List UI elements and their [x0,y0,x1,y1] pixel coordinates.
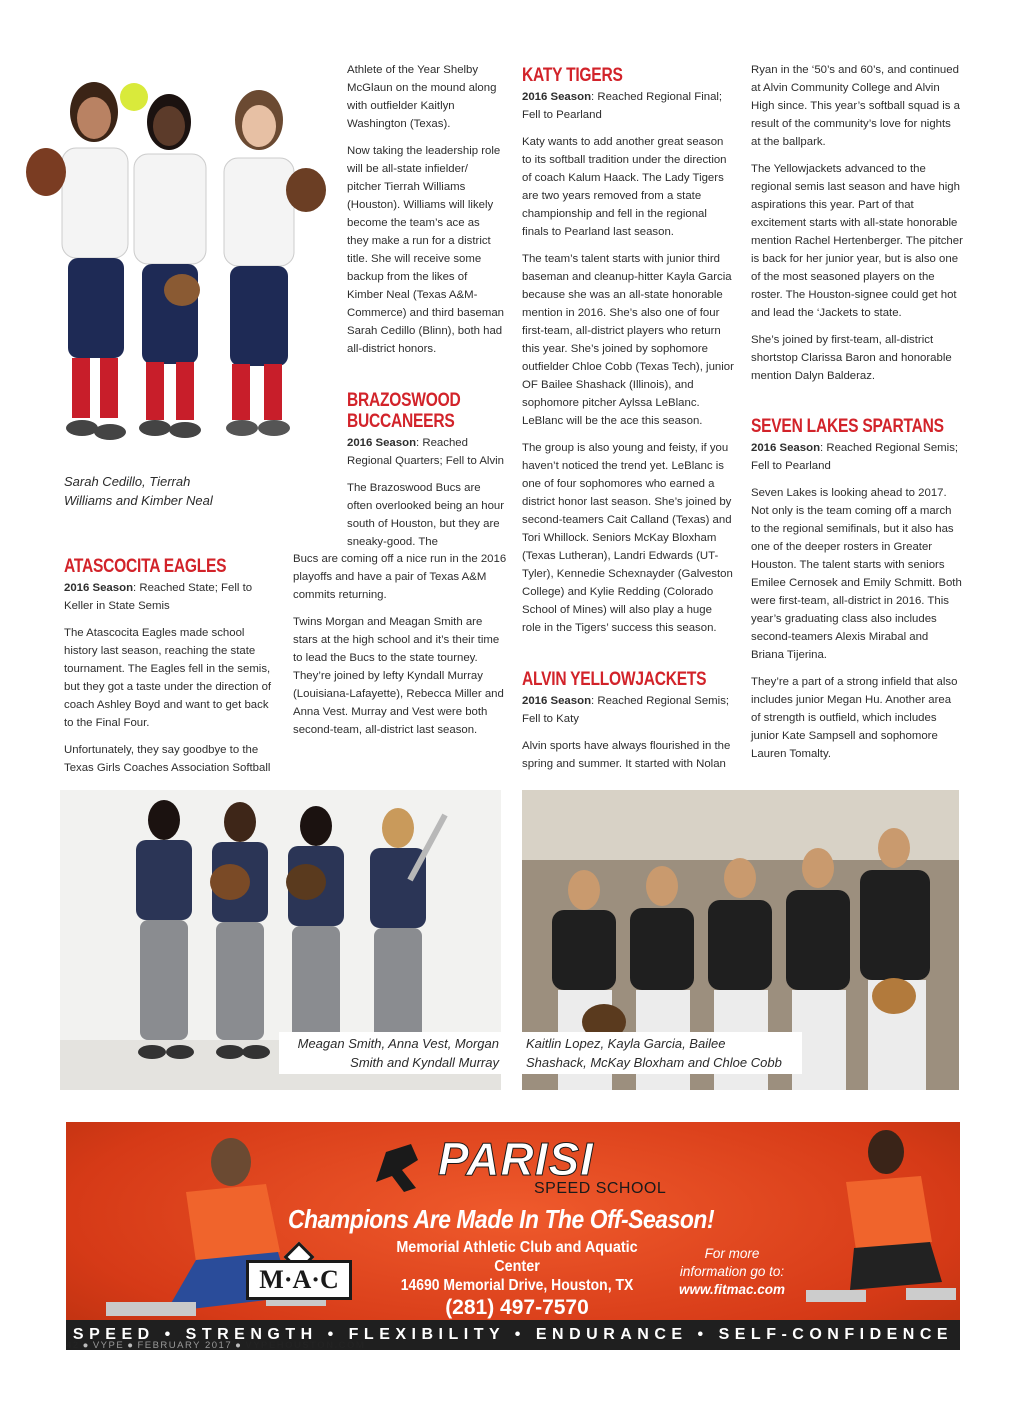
season-line [347,434,507,470]
katy-players-photo [522,790,959,1090]
brazoswood-section [347,390,507,551]
season-text: : Reached Regional Semis; Fell to Pearland [751,442,959,472]
season-label: 2016 Season [751,442,821,454]
paragraph: She’s joined by first-team, all-district shortstop Clarissa Baron and honorable mention Dalyn Balderaz. [751,334,952,382]
paragraph: The Atascocita Eagles made school history last season, reaching the state tournament. The Eagles fell in the semis, but they got a taste under the direction of coach Ashley Boyd and want to get back to the Final Four. [64,627,272,729]
section-heading: ATASCOCITA EAGLES [64,556,227,577]
info-line: For more [704,1246,760,1261]
section-heading: ALVIN YELLOWJACKETS [522,669,707,690]
season-text: : Reached Regional Quarters; Fell to Alvin [347,437,505,467]
caption-line: Smith and Kyndall Murray [350,1055,499,1070]
paragraph: The Yellowjackets advanced to the regional semis last season and have high aspirations this year. Part of that excitement starts with all-state honorable mention Rachel Hertenberger. The pitcher is back for her junior year, but is also one of the most seasoned players on the roster. The Houston-signee could get hot and lead the ‘Jackets to state. [751,163,963,319]
paragraph: Twins Morgan and Meagan Smith are stars at the high school and it’s their time to lead the Bucs to the state tourney. They’re joined by lefty Kyndall Murray (Louisiana-Lafayette), Rebecca Miller and Anna Vest. Murray and Vest were both second-team, all-district last season. [293,616,504,736]
col4-body [751,61,963,394]
col2-body [347,61,504,367]
caption-line: Meagan Smith, Anna Vest, Morgan [297,1036,499,1051]
parisi-advertisement[interactable] [66,1122,960,1350]
atascocita-players-photo [24,62,334,462]
atascocita-section [64,556,276,786]
season-label: 2016 Season [522,695,592,707]
katy-section [522,65,734,646]
paragraph: The group is also young and feisty, if you haven’t noticed the trend yet. LeBlanc is one of four sophomores who earned a district honor last season. She’s joined by second-teamers Cait Calland (Texas) and Tori Whillock. Seniors McKay Bloxham (Texas Lutheran), Landri Edwards (UT-Tyler), Kennedie Schexnayder (Galveston College) and Kylie Redding (Colorado School of Mines) will also play a huge role in the Tigers’ success this season. [522,442,733,634]
issue-date: FEBRUARY 2017 [137,1340,233,1351]
season-text: : Reached State; Fell to Keller in State Semis [64,582,253,612]
photo-caption-right [522,1032,802,1074]
article-body [64,624,276,777]
paragraph: They’re a part of a strong infield that also includes junior Megan Hu. Another area of strength is outfield, which includes junior Kate Sampsell and sophomore Lauren Tomalty. [751,676,958,760]
info-line: information go to: [679,1264,785,1279]
alvin-section [522,669,734,782]
magazine-name: VYPE [92,1340,125,1351]
seven-lakes-section [751,416,963,772]
ad-address [358,1238,676,1321]
paragraph: Seven Lakes is looking ahead to 2017. Not only is the team coming off a march to the regional semifinals, but it also has one of the deeper rosters in Greater Houston. The talent starts with seniors Emilee Cernosek and Emily Schmitt. Both were first-team, all-district in 2016. This year’s graduating class also includes second-teamers Alexis Mirabal and Briana Tijerina. [751,487,962,661]
caption-line: Kaitlin Lopez, Kayla Garcia, Bailee [526,1036,726,1051]
brazoswood-body-wide [293,550,507,748]
caption-line: Sarah Cedillo, Tierrah [64,474,191,489]
ad-website-link[interactable]: www.fitmac.com [678,1282,786,1297]
footer-separator: ● [82,1340,90,1351]
club-address: 14690 Memorial Drive, Houston, TX [400,1277,634,1294]
paragraph: Unfortunately, they say goodbye to the Texas Girls Coaches Association Softball [64,744,271,774]
paragraph: Bucs are coming off a nice run in the 2016 playoffs and have a pair of Texas A&M commits returning. [293,553,507,601]
paragraph: Alvin sports have always flourished in the spring and summer. It started with Nolan [522,740,731,770]
article-body [347,479,507,551]
brand-subtitle: SPEED SCHOOL [534,1180,667,1197]
footer-separator: ● [235,1340,243,1351]
article-body [522,737,734,773]
caption-line: Williams and Kimber Neal [64,493,213,508]
section-heading: KATY TIGERS [522,65,623,86]
article-body [522,133,734,637]
brand-logo: PARISI [438,1133,594,1185]
page-number: 42 [66,1340,80,1351]
article-body [751,484,963,763]
section-heading-line2: BUCCANEERS [347,411,455,432]
paragraph: The team’s talent starts with junior third baseman and cleanup-hitter Kayla Garcia because she was an all-state honorable mention in 2016. She’s also one of four first-team, all-district players who return this year. She’s joined by sophomore outfielder Chloe Cobb (Texas Tech), junior OF Bailee Shashack (Illinois), and sophomore pitcher Aylssa LeBlanc. LeBlanc will be the ace this season. [522,253,734,427]
page-footer [66,1340,365,1351]
season-line [522,88,734,124]
season-line [64,579,276,615]
season-text: : Reached Regional Final; Fell to Pearland [522,91,723,121]
section-heading: SEVEN LAKES SPARTANS [751,416,944,437]
paragraph: Athlete of the Year Shelby McGlaun on the mound along with outfielder Kaitlyn Washington (Texas). [347,64,497,130]
ad-info [672,1245,792,1299]
caption-line: Shashack, McKay Bloxham and Chloe Cobb [526,1055,782,1070]
paragraph: The Brazoswood Bucs are often overlooked being an hour south of Houston, but they are sneaky-good. The [347,482,505,548]
paragraph: Now taking the leadership role will be all-state infielder/ pitcher Tierrah Williams (Houston). Williams will likely become the team’s ace as they make a run for a district title. She will receive some backup from the likes of Kimber Neal (Texas A&M-Commerce) and third baseman Sarah Cedillo (Blinn), both had all-district honors. [347,145,505,355]
ad-tagline: Champions Are Made In The Off-Season! [288,1204,715,1234]
club-name: Memorial Athletic Club and Aquatic Center [396,1239,638,1275]
season-line [522,692,734,728]
season-label: 2016 Season [522,91,592,103]
paragraph: Ryan in the ‘50’s and 60’s, and continued at Alvin Community College and Alvin High since. This year’s softball squad is a result of the community’s love for nights at the ballpark. [751,64,960,148]
photo-caption-left [279,1032,501,1074]
season-label: 2016 Season [347,437,417,449]
footer-separator: ● [127,1340,135,1351]
season-label: 2016 Season [64,582,134,594]
ad-keyword-strip: SPEED • STRENGTH • FLEXIBILITY • ENDURANCE • SELF-CONFIDENCE [66,1320,960,1350]
brazoswood-players-photo [60,790,501,1090]
top-photo-caption [64,472,304,510]
players-illustration [24,62,334,462]
paragraph: Katy wants to add another great season to its softball tradition under the direction of coach Kalum Haack. The Lady Tigers are two years removed from a state championship and fell in the regional finals to Pearland last season. [522,136,727,238]
club-phone[interactable]: (281) 497-7570 [445,1296,589,1319]
mac-logo: M·A·C [246,1260,352,1300]
season-line [751,439,963,475]
season-text: : Reached Regional Semis; Fell to Katy [522,695,730,725]
website-link[interactable]: VYPEHOUSTON.COM [245,1340,366,1351]
section-heading-line1: BRAZOSWOOD [347,390,461,411]
